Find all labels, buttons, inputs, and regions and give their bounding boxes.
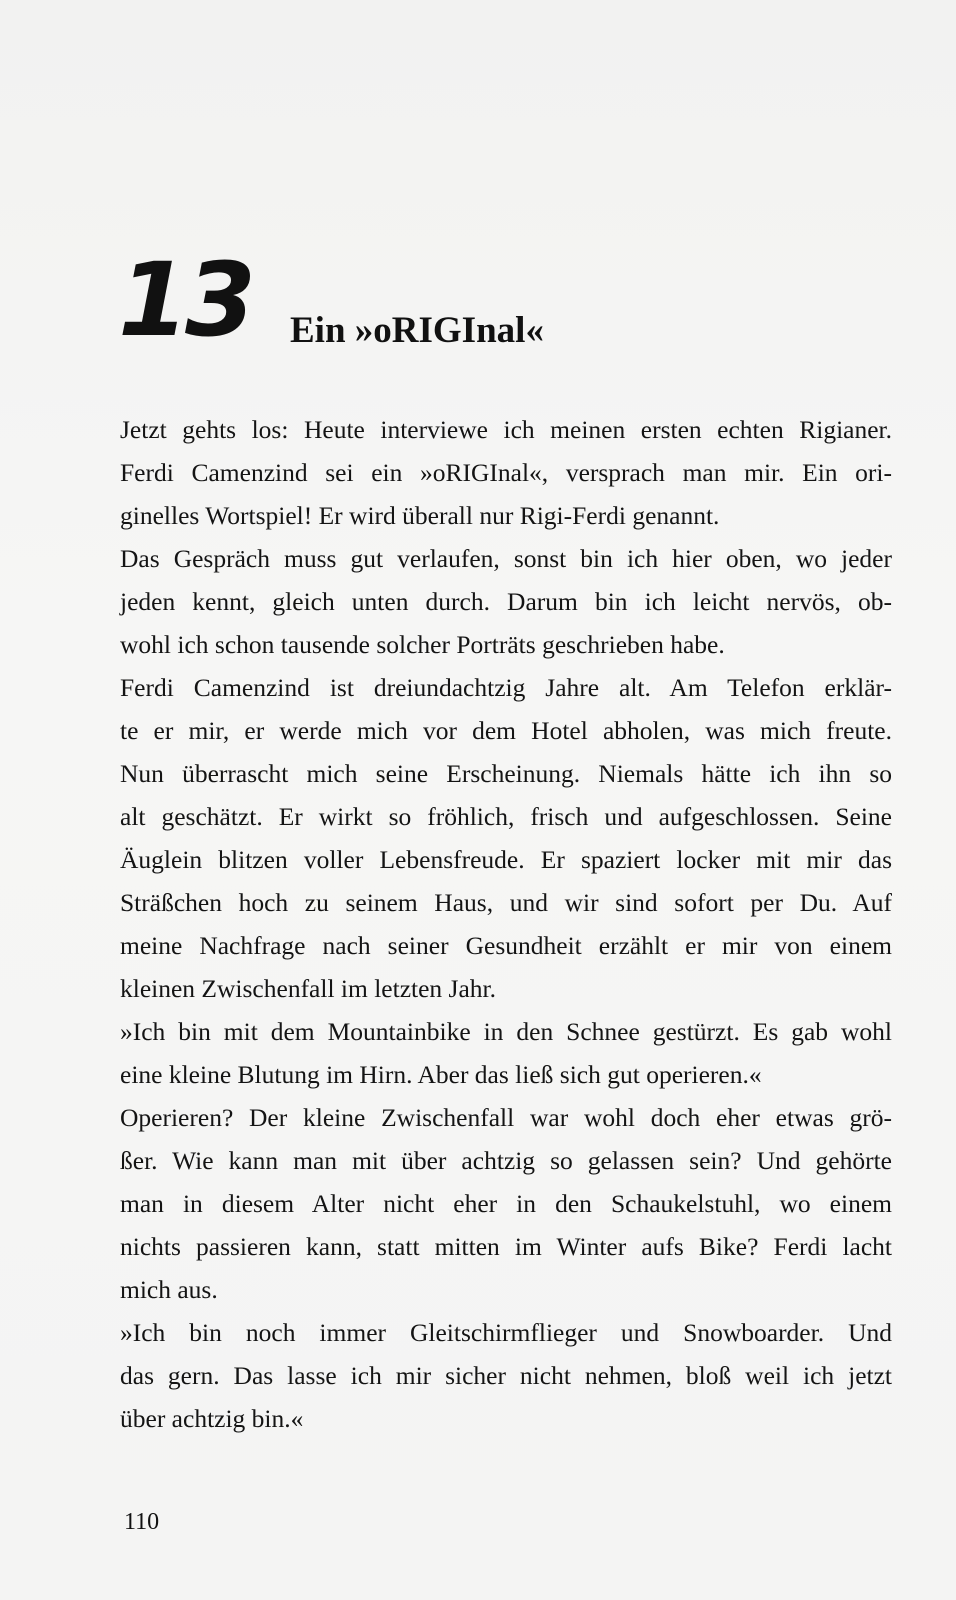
text-line: Nun überrascht mich seine Erscheinung. Niemals hätte ich ihn so [120,759,892,788]
text-line: Äuglein blitzen voller Lebensfreude. Er spaziert locker mit mir das [120,845,892,874]
text-line: ginelles Wortspiel! Er wird überall nur Rigi-Ferdi genannt. [120,501,720,530]
text-line: meine Nachfrage nach seiner Gesundheit erzählt er mir von einem [120,931,892,960]
body-text [120,408,892,1440]
text-line: Das Gespräch muss gut verlaufen, sonst bin ich hier oben, wo jeder [120,544,892,573]
chapter-title: Ein »oRIGInal« [290,310,544,351]
text-line: Operieren? Der kleine Zwischenfall war wohl doch eher etwas grö- [120,1103,892,1132]
text-line: ßer. Wie kann man mit über achtzig so gelassen sein? Und gehörte [120,1146,892,1175]
text-line: alt geschätzt. Er wirkt so fröhlich, frisch und aufgeschlossen. Seine [120,802,892,831]
text-line: Ferdi Camenzind sei ein »oRIGInal«, versprach man mir. Ein ori- [120,458,892,487]
text-line: mich aus. [120,1275,218,1304]
text-line: man in diesem Alter nicht eher in den Schaukelstuhl, wo einem [120,1189,892,1218]
text-line: »Ich bin noch immer Gleitschirmflieger und Snowboarder. Und [120,1318,892,1347]
text-line: wohl ich schon tausende solcher Porträts geschrieben habe. [120,630,725,659]
text-line: jeden kennt, gleich unten durch. Darum bin ich leicht nervös, ob- [120,587,892,616]
text-line: eine kleine Blutung im Hirn. Aber das ließ sich gut operieren.« [120,1060,762,1089]
chapter-number: 13 [118,241,252,360]
text-line: Sträßchen hoch zu seinem Haus, und wir sind sofort per Du. Auf [120,888,892,917]
text-line: über achtzig bin.« [120,1404,304,1433]
page-number: 110 [124,1509,160,1535]
text-line: nichts passieren kann, statt mitten im Winter aufs Bike? Ferdi lacht [120,1232,892,1261]
text-line: das gern. Das lasse ich mir sicher nicht nehmen, bloß weil ich jetzt [120,1361,892,1390]
text-line: Ferdi Camenzind ist dreiundachtzig Jahre alt. Am Telefon erklär- [120,673,892,702]
text-line: te er mir, er werde mich vor dem Hotel abholen, was mich freute. [120,716,892,745]
text-line: kleinen Zwischenfall im letzten Jahr. [120,974,497,1003]
text-line: Jetzt gehts los: Heute interviewe ich meinen ersten echten Rigianer. [120,415,892,444]
text-line: »Ich bin mit dem Mountainbike in den Schnee gestürzt. Es gab wohl [120,1017,892,1046]
